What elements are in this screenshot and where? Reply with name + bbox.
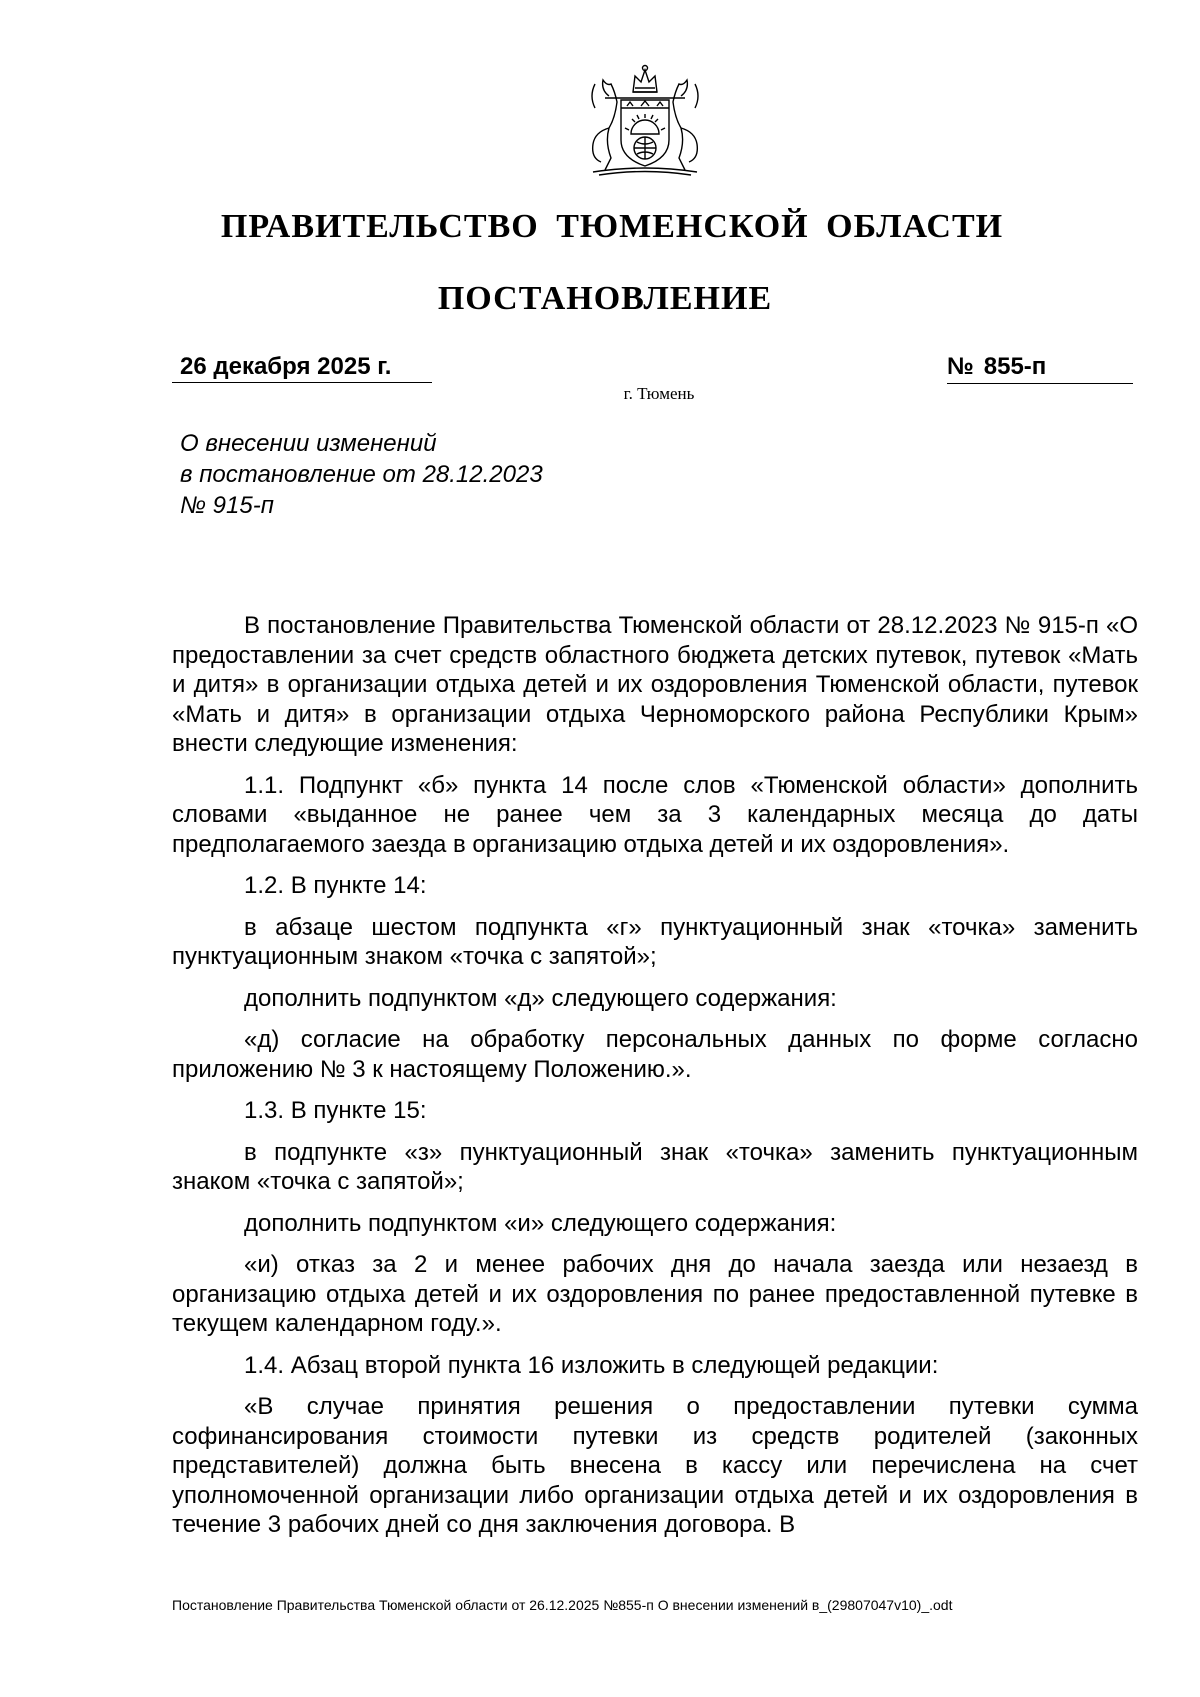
body-paragraph: 1.1. Подпункт «б» пункта 14 после слов «Тюменской области» дополнить словами «выданное не ранее чем за 3 календарных месяца до даты предполагаемого заезда в организацию отдыха детей и их оздоровления».	[172, 771, 1138, 858]
number-value: 855-п	[983, 353, 1047, 380]
body-paragraph: В постановление Правительства Тюменской области от 28.12.2023 № 915-п «О предоставлении за счет средств областного бюджета детских путевок, путевок «Мать и дитя» в организации отдыха детей и их оздоровления Тюменской области, путевок «Мать и дитя» в организации отдыха Черноморского района Республики Крым» внести следующие изменения:	[172, 612, 1138, 757]
document-city: г. Тюмень	[623, 384, 695, 403]
body-paragraph: в абзаце шестом подпункта «г» пунктуационный знак «точка» заменить пунктуационным знаком «точка с запятой»;	[172, 913, 1138, 970]
document-subject	[180, 428, 640, 521]
body-paragraph: «д) согласие на обработку персональных данных по форме согласно приложению № 3 к настоящему Положению.».	[172, 1026, 1138, 1083]
subject-line: № 915-п	[180, 492, 274, 519]
document-footer: Постановление Правительства Тюменской области от 26.12.2025 №855-п О внесении изменений в_(29807047v10)_.odt	[172, 1597, 953, 1613]
body-paragraph: дополнить подпунктом «и» следующего содержания:	[244, 1209, 837, 1237]
document-type-title: ПОСТАНОВЛЕНИЕ	[437, 280, 773, 317]
body-paragraph: дополнить подпунктом «д» следующего содержания:	[244, 984, 837, 1012]
body-paragraph: 1.4. Абзац второй пункта 16 изложить в следующей редакции:	[244, 1351, 939, 1379]
body-paragraph: «В случае принятия решения о предоставлении путевки сумма софинансирования стоимости путевки из средств родителей (законных представителей) должна быть внесена в кассу или перечислена на счет уполномоченной организации либо организации отдыха детей и их оздоровления в течение 3 рабочих дней со дня заключения договора. В	[172, 1393, 1138, 1538]
number-sign: №	[947, 353, 974, 380]
subject-line: О внесении изменений	[180, 430, 437, 457]
document-date: 26 декабря 2025 г.	[172, 353, 432, 383]
body-paragraph: 1.3. В пункте 15:	[244, 1097, 427, 1124]
subject-line: в постановление от 28.12.2023	[180, 461, 543, 488]
body-paragraph: «и) отказ за 2 и менее рабочих дня до начала заезда или незаезд в организацию отдыха детей и их оздоровления по ранее предоставленной путевке в текущем календарном году.».	[172, 1251, 1138, 1337]
document-body	[172, 611, 1138, 1552]
document-number	[947, 353, 1133, 384]
government-title: ПРАВИТЕЛЬСТВО ТЮМЕНСКОЙ ОБЛАСТИ	[220, 208, 1004, 245]
body-paragraph: в подпункте «з» пунктуационный знак «точка» заменить пунктуационным знаком «точка с запятой»;	[172, 1138, 1138, 1195]
body-paragraph: 1.2. В пункте 14:	[244, 872, 427, 899]
tyumen-oblast-coat-of-arms-icon	[565, 62, 725, 180]
